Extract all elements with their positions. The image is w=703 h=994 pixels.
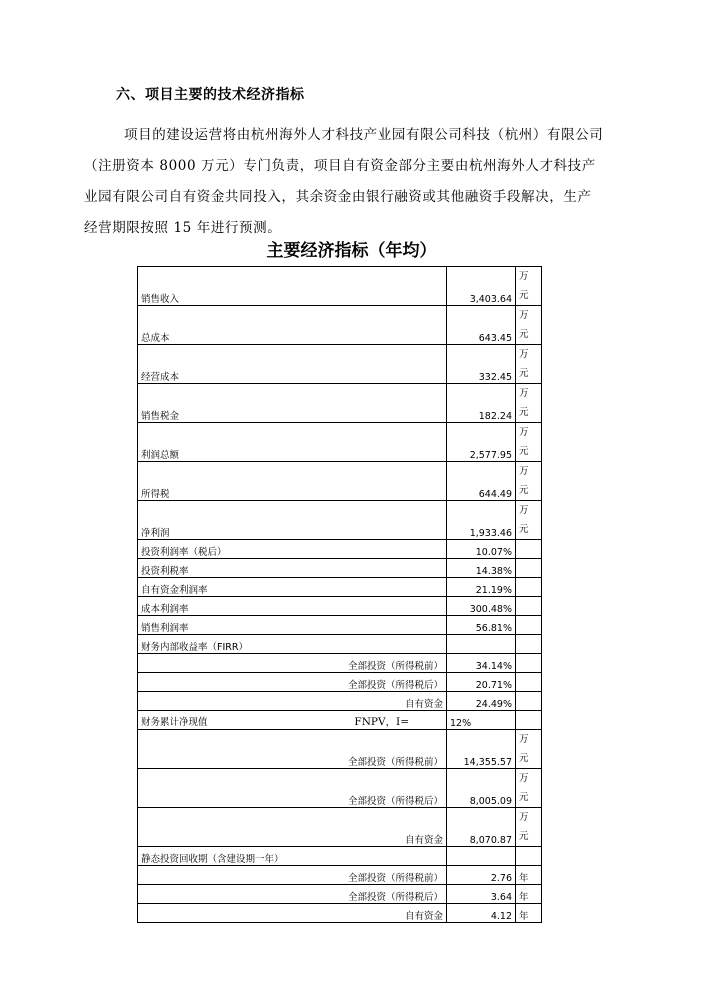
unit-wan: 万 xyxy=(519,349,529,360)
row-unit-empty xyxy=(516,559,542,578)
firr-own-label: 自有资金 xyxy=(138,692,447,711)
row-value: 3,403.64 xyxy=(447,267,516,306)
section-heading: 六、项目主要的技术经济指标 xyxy=(116,87,305,103)
row-unit xyxy=(516,462,542,501)
table-row xyxy=(138,345,542,384)
row-unit-year: 年 xyxy=(516,866,542,885)
row-label: 自有资金利润率 xyxy=(138,578,447,597)
row-unit xyxy=(516,306,542,345)
payback-own-value: 4.12 xyxy=(447,904,516,923)
row-unit xyxy=(516,384,542,423)
row-value: 56.81% xyxy=(447,616,516,635)
table-title: 主要经济指标（年均） xyxy=(266,241,437,261)
row-unit-empty xyxy=(516,847,542,866)
table-row xyxy=(138,808,542,847)
row-value: 643.45 xyxy=(447,306,516,345)
payback-label: 静态投资回收期（含建设期一年） xyxy=(138,847,447,866)
row-value: 300.48% xyxy=(447,597,516,616)
table-row xyxy=(138,578,542,597)
firr-post-tax-label: 全部投资（所得税后） xyxy=(138,673,447,692)
unit-wan: 万 xyxy=(519,734,529,745)
row-label: 投资利润率（税后） xyxy=(138,540,447,559)
payback-post-tax-value: 3.64 xyxy=(447,885,516,904)
row-value: 2,577.95 xyxy=(447,423,516,462)
section-paragraph: 项目的建设运营将由杭州海外人才科技产业园有限公司科技（杭州）有限公司（注册资本 8000 万元）专门负责，项目自有资金部分主要由杭州海外人才科技产业园有限公司自有资金共同投入，其余资金由银行融资或其他融资手段解决，生产经营期限按照 15 年进行预测。 xyxy=(84,127,604,236)
fnpv-formula: FNPV，I= xyxy=(354,716,409,728)
table-row xyxy=(138,904,542,923)
row-unit xyxy=(516,345,542,384)
table-row xyxy=(138,597,542,616)
table-row xyxy=(138,866,542,885)
table-row xyxy=(138,559,542,578)
row-label: 成本利润率 xyxy=(138,597,447,616)
row-unit xyxy=(516,267,542,306)
firr-pre-tax-label: 全部投资（所得税前） xyxy=(138,654,447,673)
payback-post-tax-label: 全部投资（所得税后） xyxy=(138,885,447,904)
row-unit xyxy=(516,769,542,808)
payback-own-label: 自有资金 xyxy=(138,904,447,923)
fnpv-pre-tax-label: 全部投资（所得税前） xyxy=(138,730,447,769)
row-value: 10.07% xyxy=(447,540,516,559)
unit-wan: 万 xyxy=(519,812,529,823)
row-label: 所得税 xyxy=(138,462,447,501)
fnpv-rate: 12% xyxy=(447,711,516,730)
unit-wan: 万 xyxy=(519,310,529,321)
unit-yuan: 元 xyxy=(519,485,529,496)
row-value: 14.38% xyxy=(447,559,516,578)
unit-wan: 万 xyxy=(519,427,529,438)
table-row xyxy=(138,654,542,673)
unit-wan: 万 xyxy=(519,388,529,399)
table-row xyxy=(138,616,542,635)
economic-indicators-table xyxy=(137,266,542,923)
row-label: 销售税金 xyxy=(138,384,447,423)
table-row xyxy=(138,423,542,462)
table-row xyxy=(138,885,542,904)
table-row-fnpv-header xyxy=(138,711,542,730)
row-label: 销售收入 xyxy=(138,267,447,306)
row-unit-empty xyxy=(516,540,542,559)
firr-label: 财务内部收益率（FIRR） xyxy=(138,635,447,654)
row-value-empty xyxy=(447,635,516,654)
row-unit-empty xyxy=(516,654,542,673)
row-value: 1,933.46 xyxy=(447,501,516,540)
table-row xyxy=(138,769,542,808)
row-unit-empty xyxy=(516,635,542,654)
row-value: 332.45 xyxy=(447,345,516,384)
unit-yuan: 元 xyxy=(519,831,529,842)
unit-yuan: 元 xyxy=(519,329,529,340)
firr-pre-tax-value: 34.14% xyxy=(447,654,516,673)
row-label: 净利润 xyxy=(138,501,447,540)
row-value: 21.19% xyxy=(447,578,516,597)
row-value-empty xyxy=(447,847,516,866)
firr-own-value: 24.49% xyxy=(447,692,516,711)
fnpv-own-value: 8,070.87 xyxy=(447,808,516,847)
row-label: 总成本 xyxy=(138,306,447,345)
row-unit xyxy=(516,808,542,847)
row-unit xyxy=(516,730,542,769)
table-row xyxy=(138,692,542,711)
row-unit-year: 年 xyxy=(516,885,542,904)
table-row xyxy=(138,267,542,306)
unit-wan: 万 xyxy=(519,773,529,784)
table-row xyxy=(138,673,542,692)
table-row xyxy=(138,462,542,501)
row-label: 利润总额 xyxy=(138,423,447,462)
fnpv-own-label: 自有资金 xyxy=(138,808,447,847)
row-unit xyxy=(516,501,542,540)
row-unit-empty xyxy=(516,597,542,616)
fnpv-post-tax-value: 8,005.09 xyxy=(447,769,516,808)
unit-yuan: 元 xyxy=(519,753,529,764)
fnpv-label: 财务累计净现值 xyxy=(141,717,208,728)
row-unit xyxy=(516,423,542,462)
row-label: 经营成本 xyxy=(138,345,447,384)
table-row xyxy=(138,540,542,559)
firr-post-tax-value: 20.71% xyxy=(447,673,516,692)
row-label: 投资利税率 xyxy=(138,559,447,578)
fnpv-pre-tax-value: 14,355.57 xyxy=(447,730,516,769)
row-value: 182.24 xyxy=(447,384,516,423)
row-unit-empty xyxy=(516,711,542,730)
payback-pre-tax-value: 2.76 xyxy=(447,866,516,885)
fnpv-post-tax-label: 全部投资（所得税后） xyxy=(138,769,447,808)
table-row-payback-header xyxy=(138,847,542,866)
table-row xyxy=(138,384,542,423)
table-row xyxy=(138,306,542,345)
unit-yuan: 元 xyxy=(519,407,529,418)
fnpv-header xyxy=(138,711,447,730)
row-value: 644.49 xyxy=(447,462,516,501)
row-unit-year: 年 xyxy=(516,904,542,923)
table-row-firr-header xyxy=(138,635,542,654)
unit-yuan: 元 xyxy=(519,290,529,301)
unit-wan: 万 xyxy=(519,505,529,516)
unit-wan: 万 xyxy=(519,271,529,282)
unit-yuan: 元 xyxy=(519,792,529,803)
row-label: 销售利润率 xyxy=(138,616,447,635)
row-unit-empty xyxy=(516,692,542,711)
unit-yuan: 元 xyxy=(519,368,529,379)
payback-pre-tax-label: 全部投资（所得税前） xyxy=(138,866,447,885)
table-row xyxy=(138,730,542,769)
unit-yuan: 元 xyxy=(519,446,529,457)
row-unit-empty xyxy=(516,673,542,692)
unit-yuan: 元 xyxy=(519,524,529,535)
unit-wan: 万 xyxy=(519,466,529,477)
row-unit-empty xyxy=(516,616,542,635)
row-unit-empty xyxy=(516,578,542,597)
table-row xyxy=(138,501,542,540)
